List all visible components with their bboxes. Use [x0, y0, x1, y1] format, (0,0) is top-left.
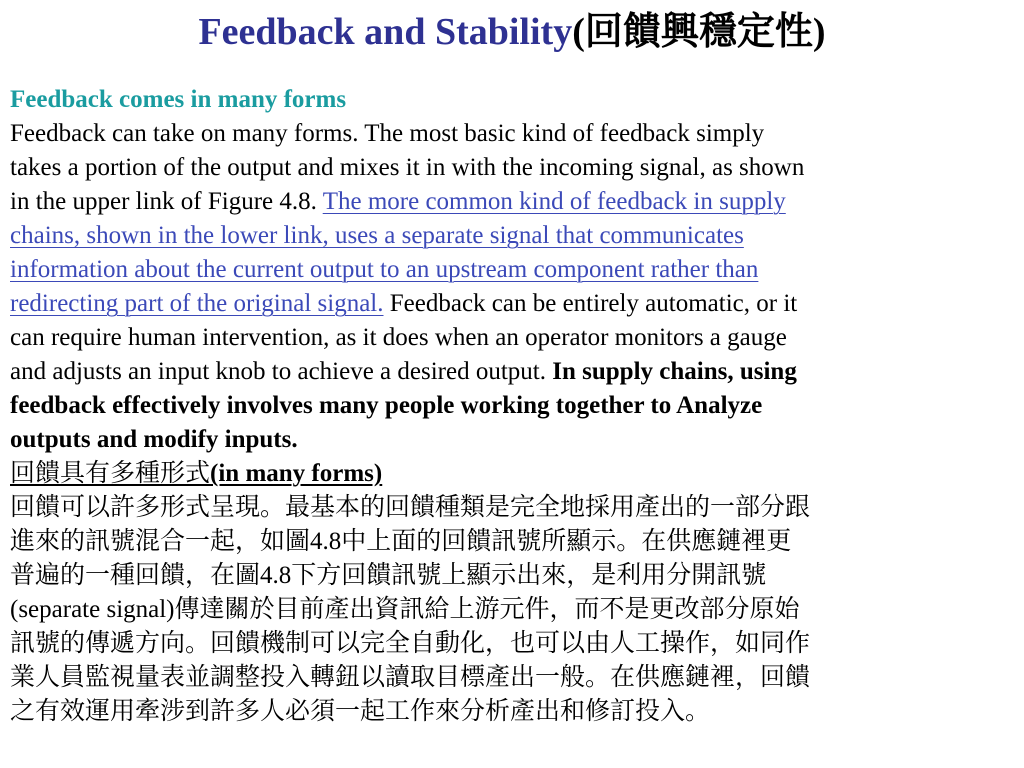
english-text: in the upper link of Figure 4.8. [10, 188, 323, 215]
title-chinese: (回饋興穩定性) [572, 11, 826, 53]
chinese-heading-cn: 回饋具有多種形式 [10, 460, 211, 487]
english-line-8 [10, 356, 797, 388]
hyperlink-text[interactable]: chains, shown in the lower link, uses a separate signal that communicates [10, 222, 744, 249]
english-text: can require human intervention, as it does when an operator monitors a gauge [10, 324, 787, 351]
english-subheading: Feedback comes in many forms [10, 86, 347, 113]
chinese-line-2: 進來的訊號混合一起，如圖4.8中上面的回饋訊號所顯示。在供應鏈裡更 [10, 528, 792, 555]
english-bold-text: In supply chains, using [552, 358, 797, 385]
chinese-line-1: 回饋可以許多形式呈現。最基本的回饋種類是完全地採用產出的一部分跟 [10, 494, 811, 521]
english-line-9 [10, 390, 762, 422]
english-line-4 [10, 220, 744, 252]
hyperlink-text[interactable]: information about the current output to an upstream component rather than [10, 256, 759, 283]
chinese-line-3: 普遍的一種回饋，在圖4.8下方回饋訊號上顯示出來，是利用分開訊號 [10, 562, 767, 589]
english-text: Feedback can be entirely automatic, or it [383, 290, 798, 317]
chinese-heading [10, 458, 382, 490]
chinese-line-4: (separate signal)傳達關於目前產出資訊給上游元件，而不是更改部分原始 [10, 596, 800, 623]
chinese-heading-en: (in many forms) [210, 460, 383, 487]
english-line-2 [10, 152, 804, 184]
chinese-line-7: 之有效運用牽涉到許多人必須一起工作來分析產出和修訂投入。 [10, 698, 711, 725]
english-line-5 [10, 254, 758, 286]
english-line-6 [10, 288, 797, 320]
english-line-7 [10, 322, 787, 354]
english-line-1 [10, 118, 764, 150]
slide-title [0, 8, 1024, 56]
english-text: Feedback can take on many forms. The most basic kind of feedback simply [10, 120, 765, 147]
english-text: and adjusts an input knob to achieve a desired output. [10, 358, 553, 385]
english-line-10 [10, 424, 298, 456]
english-bold-text: outputs and modify inputs. [10, 426, 298, 453]
chinese-line-6: 業人員監視量表並調整投入轉鈕以讀取目標產出一般。在供應鏈裡，回饋 [10, 664, 811, 691]
english-text: takes a portion of the output and mixes it in with the incoming signal, as shown [10, 154, 805, 181]
title-english: Feedback and Stability [198, 11, 573, 53]
english-bold-text: feedback effectively involves many people working together to Analyze [10, 392, 763, 419]
hyperlink-text[interactable]: redirecting part of the original signal. [10, 290, 384, 317]
chinese-line-5: 訊號的傳遞方向。回饋機制可以完全自動化，也可以由人工操作，如同作 [10, 630, 811, 657]
hyperlink-text[interactable]: The more common kind of feedback in supply [322, 188, 786, 215]
english-line-3 [10, 186, 786, 218]
